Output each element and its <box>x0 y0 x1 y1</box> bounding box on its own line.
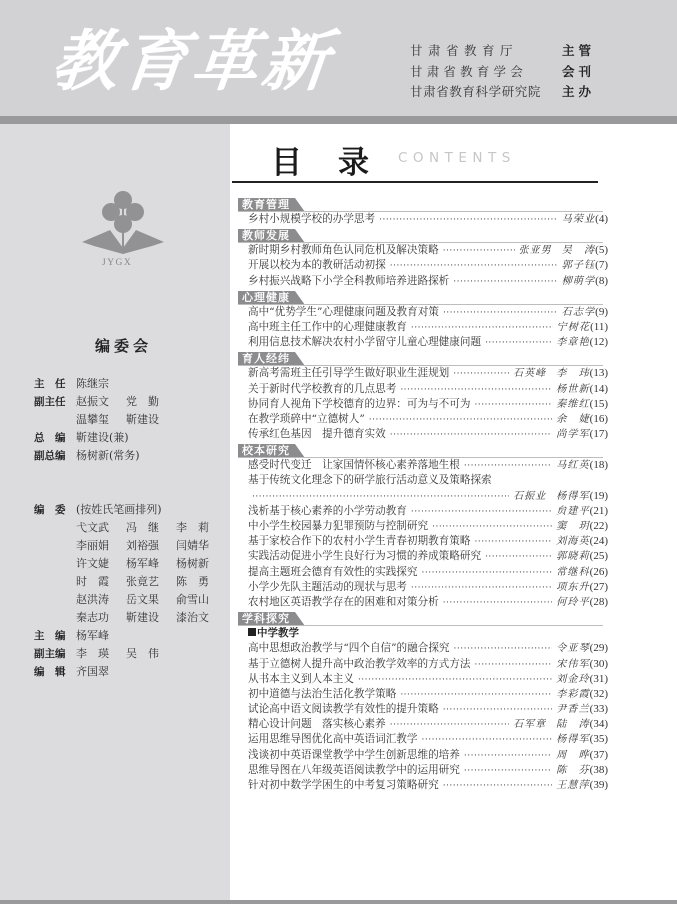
article-title[interactable]: 感受时代变迁 让家国情怀核心素养落地生根 <box>248 459 460 472</box>
article-title[interactable]: 基于传统文化理念下的研学旅行活动意义及策略探索 <box>248 474 492 487</box>
member-name: 杨军峰 <box>76 629 109 642</box>
member-name: 陈 勇 <box>176 575 209 588</box>
sponsor-row <box>410 61 595 82</box>
article-author: 郭子钰 <box>561 260 596 272</box>
table-of-contents <box>238 196 608 793</box>
board-row <box>34 645 226 663</box>
member-name: 张竟艺 <box>126 575 159 588</box>
article-title[interactable]: 乡村振兴战略下小学全科教师培养进路探析 <box>248 274 450 287</box>
board-names <box>76 663 126 681</box>
toc-entry[interactable] <box>238 212 608 227</box>
dot-leader <box>443 703 552 718</box>
page-number: (17) <box>589 428 608 441</box>
article-author: 吴 涛 <box>561 245 596 257</box>
dot-leader <box>464 459 552 474</box>
editorial-sidebar <box>0 124 230 904</box>
dot-leader <box>252 490 509 505</box>
toc-entry[interactable] <box>238 335 608 350</box>
toc-entry[interactable] <box>238 565 608 580</box>
member-name: 杨树新 <box>176 557 209 570</box>
board-top-list <box>34 375 176 465</box>
article-author: 陈 芬 <box>556 764 590 776</box>
board-names <box>76 555 226 573</box>
page-number: (29) <box>589 642 608 655</box>
member-name: 冯 继 <box>126 521 159 534</box>
article-author: 杨得军 <box>556 734 590 746</box>
dot-leader <box>453 275 557 290</box>
board-row <box>34 573 226 591</box>
section-label: 校本研究 <box>238 444 295 458</box>
page-number: (4) <box>595 213 608 225</box>
sponsor-role: 主管 <box>562 43 596 59</box>
board-row <box>34 447 176 465</box>
sponsor-org: 甘肃省教育科学研究院 <box>410 84 542 100</box>
dot-leader <box>454 642 553 657</box>
subsection-header <box>238 626 608 641</box>
toc-entry[interactable] <box>238 702 608 717</box>
board-row <box>34 375 176 393</box>
page-number: (9) <box>595 305 608 318</box>
article-author: 马荣业 <box>561 214 596 225</box>
dot-leader <box>443 244 515 259</box>
article-title[interactable]: 从书本主义到人本主义 <box>248 672 354 685</box>
member-name: 靳建设 <box>126 611 159 624</box>
toc-entry[interactable] <box>238 763 608 778</box>
member-name: 秦志功 <box>76 611 109 624</box>
article-author: 李 玮 <box>556 368 590 380</box>
toc-entry[interactable] <box>238 412 608 427</box>
section-tab-slant <box>295 444 305 458</box>
toc-title-rule <box>232 181 598 183</box>
article-coauthor: 石振业 <box>513 490 547 502</box>
logo-text: JYGX <box>102 258 133 268</box>
article-coauthor: 石军章 <box>513 719 547 731</box>
toc-entry[interactable] <box>238 534 608 549</box>
member-name: 杨军峰 <box>126 557 159 570</box>
board-row <box>34 591 226 609</box>
dot-leader <box>432 520 552 535</box>
article-author: 柳萌学 <box>561 275 596 287</box>
article-author: 马红英 <box>556 460 590 472</box>
page-number: (27) <box>589 580 608 593</box>
member-name: 靳建设 <box>126 413 159 426</box>
dot-leader <box>358 673 552 688</box>
section-tab-slant <box>295 352 305 366</box>
sponsor-row <box>410 81 595 102</box>
article-author: 石志学 <box>561 306 596 318</box>
page-number: (15) <box>589 397 608 410</box>
board-row <box>34 555 226 573</box>
board-row <box>34 663 226 681</box>
dot-leader <box>474 398 552 413</box>
toc-entry[interactable] <box>238 504 608 519</box>
board-role-spacer <box>34 591 76 609</box>
section-header <box>238 351 608 366</box>
toc-entry[interactable] <box>238 778 608 793</box>
sponsor-row <box>410 40 595 61</box>
page-number: (31) <box>589 672 608 685</box>
header-divider-bar <box>0 116 677 124</box>
sponsor-org: 甘肃省教育厅 <box>410 43 519 59</box>
toc-entry[interactable] <box>238 382 608 397</box>
article-title[interactable]: 关于新时代学校教育的几点思考 <box>248 382 397 395</box>
section-underline <box>238 211 603 212</box>
member-name: 齐国翠 <box>76 665 109 678</box>
board-names <box>76 411 176 429</box>
dot-leader <box>390 259 558 274</box>
article-title[interactable]: 小学少先队主题活动的现状与思考 <box>248 580 407 593</box>
dot-leader <box>443 306 558 321</box>
toc-entry[interactable] <box>238 427 608 442</box>
article-title[interactable]: 浅谈初中英语课堂教学中学生创新思维的培养 <box>248 748 460 761</box>
article-title[interactable]: 基于家校合作下的农村小学生青春初期教育策略 <box>248 535 471 548</box>
article-author: 刘海英 <box>556 536 590 548</box>
board-role: 副总编 <box>34 450 66 462</box>
member-name: 杨树新(常务) <box>76 449 140 462</box>
board-row <box>34 519 226 537</box>
article-title[interactable]: 高中“优势学生”心理健康问题及教育对策 <box>248 305 439 318</box>
article-title[interactable]: 高中班主任工作中的心理健康教育 <box>248 320 407 333</box>
page-number: (16) <box>589 412 608 425</box>
section-header <box>238 197 608 212</box>
board-row <box>34 537 226 555</box>
article-author: 令亚琴 <box>556 643 590 655</box>
article-title[interactable]: 基于立德树人提升高中政治教学效率的方式方法 <box>248 657 471 670</box>
member-name: 许文婕 <box>76 557 109 570</box>
toc-entry-continued[interactable] <box>238 489 608 504</box>
member-name: 漆治文 <box>176 611 209 624</box>
article-title[interactable]: 传承红色基因 提升德育实效 <box>248 428 386 441</box>
member-name: 岳文果 <box>126 593 159 606</box>
toc-entry[interactable] <box>238 258 608 273</box>
toc-entry[interactable] <box>238 305 608 320</box>
page-number: (32) <box>589 687 608 700</box>
toc-entry[interactable] <box>238 519 608 534</box>
article-author: 陆 涛 <box>556 719 590 731</box>
article-author: 何玲平 <box>556 596 590 608</box>
section-header <box>238 611 608 626</box>
toc-entry[interactable] <box>238 243 608 258</box>
article-coauthor: 张亚男 <box>518 245 552 257</box>
toc-entry[interactable] <box>238 748 608 763</box>
board-names <box>76 627 126 645</box>
article-author: 杨得军 <box>556 490 590 502</box>
section-label: 心理健康 <box>238 291 295 305</box>
board-role <box>34 411 76 429</box>
section-underline <box>238 365 603 366</box>
toc-entry[interactable] <box>238 549 608 564</box>
page-number: (25) <box>589 550 608 563</box>
article-title[interactable]: 针对初中数学学困生的中考复习策略研究 <box>248 779 439 791</box>
toc-entry[interactable] <box>238 641 608 656</box>
dot-leader <box>390 718 509 733</box>
toc-entry[interactable] <box>238 580 608 595</box>
toc-entry[interactable] <box>238 473 608 488</box>
page-number: (33) <box>589 703 608 716</box>
board-names <box>76 537 226 555</box>
board-names <box>76 447 140 465</box>
dot-leader <box>369 413 552 428</box>
section-tab-slant <box>295 291 305 305</box>
toc-entry[interactable] <box>238 657 608 672</box>
masthead-banner <box>0 0 677 116</box>
page-number: (7) <box>595 259 608 272</box>
section-tab-slant <box>295 198 305 212</box>
member-name: 李丽娟 <box>76 539 109 552</box>
committee-note: (按姓氏笔画排列) <box>76 503 162 516</box>
dot-leader <box>474 535 552 550</box>
board-role-spacer <box>34 537 76 555</box>
committee-list <box>34 501 226 681</box>
board-role-spacer <box>34 555 76 573</box>
article-title[interactable]: 浅析基于核心素养的小学劳动教育 <box>248 504 407 517</box>
page-number: (28) <box>589 595 608 608</box>
article-title[interactable]: 在教学琐碎中“立德树人” <box>248 412 365 425</box>
page-number: (19) <box>589 489 608 502</box>
article-title[interactable]: 提高主题班会德育有效性的实践探究 <box>248 565 418 578</box>
journal-masthead: 教育革新 <box>47 22 337 100</box>
board-role: 总 编 <box>34 432 66 444</box>
toc-entry[interactable] <box>238 458 608 473</box>
square-bullet-icon <box>248 628 256 636</box>
dot-leader <box>422 566 553 581</box>
article-author: 杨世新 <box>556 383 590 395</box>
toc-entry[interactable] <box>238 397 608 412</box>
article-author: 余 婕 <box>556 413 590 425</box>
page-number: (39) <box>589 779 608 791</box>
sponsor-list <box>410 40 595 102</box>
section-tab-slant <box>295 229 305 243</box>
toc-title: 目录 <box>271 145 405 181</box>
page-number: (5) <box>595 244 608 257</box>
board-role: 副主编 <box>34 648 66 660</box>
dot-leader <box>411 505 552 520</box>
board-role-spacer <box>34 573 76 591</box>
toc-entry[interactable] <box>238 687 608 702</box>
board-names <box>76 591 226 609</box>
toc-entry[interactable] <box>238 717 608 732</box>
article-coauthor: 石英峰 <box>513 368 547 380</box>
board-row <box>34 393 176 411</box>
article-author: 李彩霞 <box>556 688 590 700</box>
board-role: 主 编 <box>34 630 66 642</box>
page-number: (12) <box>589 336 608 349</box>
dot-leader <box>474 658 552 673</box>
article-author: 窦 玥 <box>556 521 590 532</box>
section-tab-slant <box>295 612 305 626</box>
page-number: (30) <box>589 657 608 670</box>
toc-entry[interactable] <box>238 274 608 289</box>
board-role: 副主任 <box>34 396 66 408</box>
article-author: 项东升 <box>556 581 590 593</box>
member-name: 刘裕强 <box>126 539 159 552</box>
member-name: 陈继宗 <box>76 377 109 390</box>
section-label: 学科探究 <box>238 612 295 626</box>
board-row <box>34 609 226 627</box>
dot-leader <box>390 428 552 443</box>
toc-entry[interactable] <box>238 732 608 747</box>
page-number: (24) <box>589 535 608 548</box>
article-author: 周 晔 <box>556 749 590 761</box>
article-title[interactable]: 试论高中语文阅读教学有效性的提升策略 <box>248 703 439 716</box>
sponsor-role: 主办 <box>562 84 596 100</box>
board-row <box>34 429 176 447</box>
member-name: 赵振文 <box>76 395 109 408</box>
article-title[interactable]: 初中道德与法治生活化教学策略 <box>248 687 397 700</box>
section-underline <box>238 457 603 458</box>
page-number: (37) <box>589 748 608 761</box>
dot-leader <box>464 749 552 764</box>
page-number: (21) <box>589 504 608 517</box>
toc-entry[interactable] <box>238 595 608 610</box>
board-role-spacer <box>34 519 76 537</box>
article-author: 尚学军 <box>556 429 590 441</box>
section-header <box>238 290 608 305</box>
section-header <box>238 443 608 458</box>
article-author: 秦维红 <box>556 398 590 410</box>
article-title[interactable]: 协同育人视角下学校德育的边界：可为与不可为 <box>248 397 471 410</box>
board-names <box>76 645 176 663</box>
member-name: 时 霞 <box>76 575 109 588</box>
member-name: 党 勤 <box>126 395 159 408</box>
article-title[interactable]: 农村地区英语教学存在的困难和对策分析 <box>248 595 439 608</box>
member-name: 靳建设(兼) <box>76 431 129 444</box>
article-author: 李章艳 <box>556 337 590 349</box>
member-name: 温攀玺 <box>76 413 109 426</box>
section-underline <box>238 242 603 243</box>
toc-entry[interactable] <box>238 672 608 687</box>
article-title[interactable]: 乡村小规模学校的办学思考 <box>248 213 376 225</box>
dot-leader <box>464 764 552 779</box>
article-title[interactable]: 中小学生校园暴力犯罪预防与控制研究 <box>248 520 429 532</box>
board-title: 编委会 <box>95 337 153 355</box>
article-author: 宋伟军 <box>556 658 590 670</box>
article-title[interactable]: 思维导图在八年级英语阅读教学中的运用研究 <box>248 763 460 776</box>
board-role: 编 辑 <box>34 666 66 678</box>
subsection-label: 中学教学 <box>257 627 299 640</box>
board-names <box>76 609 226 627</box>
board-row <box>34 627 226 645</box>
page-number: (14) <box>589 382 608 395</box>
page-number: (38) <box>589 763 608 776</box>
article-author: 郭晓莉 <box>556 551 590 563</box>
dot-leader <box>400 383 552 398</box>
member-name: 赵洪涛 <box>76 593 109 606</box>
member-name: 俞雪山 <box>176 593 209 606</box>
article-title[interactable]: 新高考需班主任引导学生做好职业生涯规划 <box>248 367 450 380</box>
article-title[interactable]: 开展以校为本的教研活动初探 <box>248 259 386 272</box>
dot-leader <box>400 688 552 703</box>
dot-leader <box>443 596 552 611</box>
board-names <box>76 393 176 411</box>
section-underline <box>238 304 603 305</box>
board-names <box>76 429 129 447</box>
section-header <box>238 228 608 243</box>
board-role: 主 任 <box>34 378 66 390</box>
board-row <box>34 501 226 519</box>
footer-bar <box>0 900 677 904</box>
dot-leader <box>411 321 553 336</box>
member-name: 吴 伟 <box>126 647 159 660</box>
board-row <box>34 411 176 429</box>
article-author: 王慧萍 <box>556 780 590 791</box>
member-name: 李 莉 <box>176 521 209 534</box>
article-title[interactable]: 利用信息技术解决农村小学留守儿童心理健康问题 <box>248 336 482 349</box>
article-author: 刘金玲 <box>556 673 590 685</box>
section-label: 教师发展 <box>238 229 295 243</box>
article-author: 贠建平 <box>556 505 590 517</box>
article-author: 宁树花 <box>556 321 591 333</box>
section-label: 教育管理 <box>238 198 295 212</box>
toc-entry[interactable] <box>238 320 608 335</box>
page-number: (35) <box>589 733 608 746</box>
article-title[interactable]: 新时期乡村教师角色认同危机及解决策略 <box>248 244 439 257</box>
board-role: 编 委 <box>34 504 66 516</box>
article-author: 尹香兰 <box>556 704 590 716</box>
toc-title-english: CONTENTS <box>398 150 516 166</box>
page-number: (22) <box>589 520 608 532</box>
article-title[interactable]: 精心设计问题 落实核心素养 <box>248 718 386 731</box>
section-label: 育人经纬 <box>238 352 295 366</box>
board-names <box>76 519 226 537</box>
board-names <box>76 375 126 393</box>
dot-leader <box>443 779 552 794</box>
page-number: (8) <box>595 274 608 287</box>
sponsor-role: 会刊 <box>562 63 596 79</box>
article-title[interactable]: 高中思想政治教学与“四个自信”的融合探究 <box>248 642 450 655</box>
article-author: 常继科 <box>556 566 590 578</box>
member-name: 闫婧华 <box>176 539 209 552</box>
page-number: (34) <box>589 718 608 731</box>
toc-entry[interactable] <box>238 366 608 381</box>
page-number: (18) <box>589 459 608 472</box>
page-number: (11) <box>590 320 608 333</box>
article-title[interactable]: 运用思维导图优化高中英语词汇教学 <box>248 733 418 746</box>
member-name: 李 瑛 <box>76 647 109 660</box>
sponsor-org: 甘肃省教育学会 <box>410 63 527 79</box>
dot-leader <box>485 336 552 351</box>
board-role-spacer <box>34 609 76 627</box>
page-number: (26) <box>589 565 608 578</box>
dot-leader <box>411 581 552 596</box>
dot-leader <box>379 213 557 228</box>
board-names <box>76 573 226 591</box>
dot-leader <box>485 550 552 565</box>
page-number: (13) <box>589 367 608 380</box>
article-title[interactable]: 实践活动促进小学生良好行为习惯的养成策略研究 <box>248 550 482 563</box>
section-underline <box>238 625 603 626</box>
dot-leader <box>422 733 553 748</box>
member-name: 弋文武 <box>76 521 109 534</box>
dot-leader <box>453 367 509 382</box>
